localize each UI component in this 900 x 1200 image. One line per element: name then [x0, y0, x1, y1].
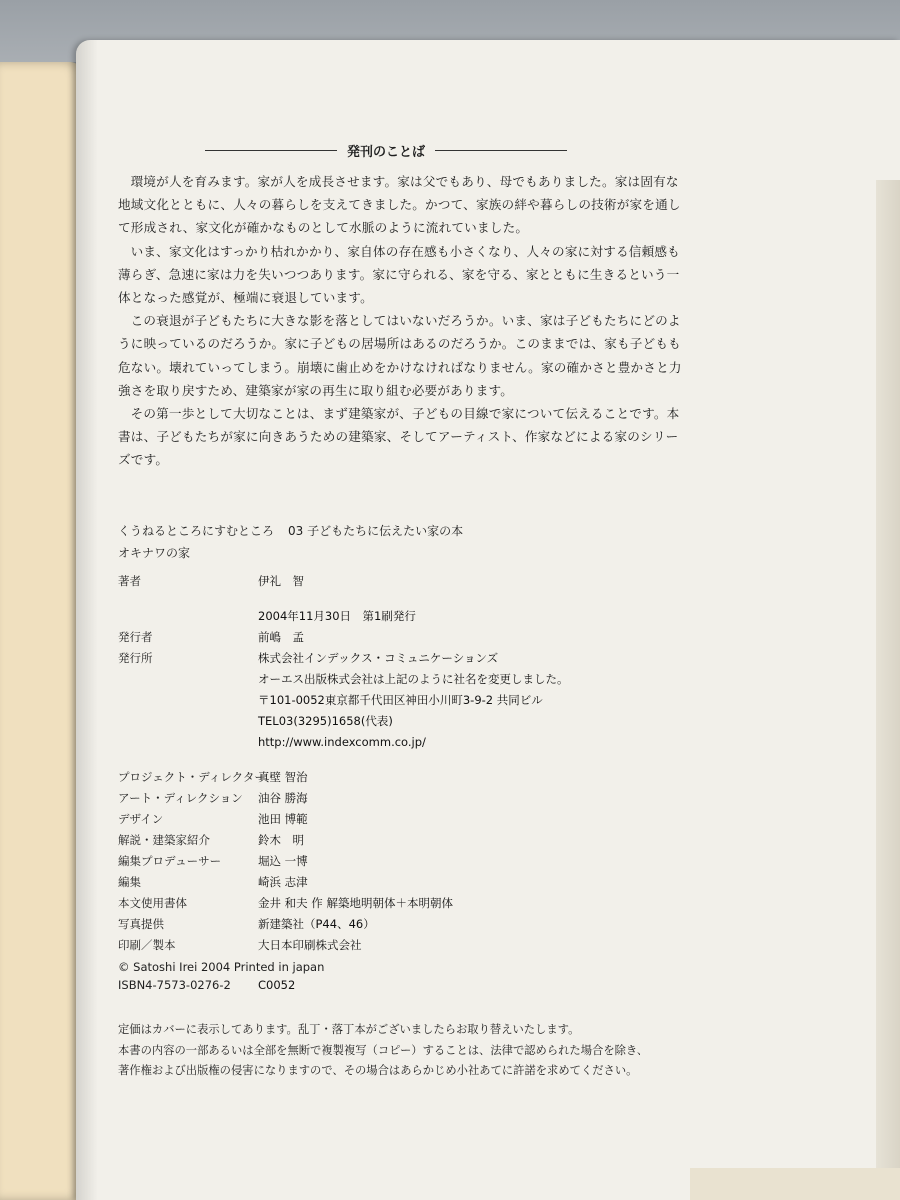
address: 〒101-0052東京都千代田区神田小川町3-9-2 共同ビル — [258, 692, 543, 707]
legal-notes — [118, 1020, 698, 1082]
credit-row — [118, 787, 718, 808]
copyright-block — [118, 958, 324, 994]
credit-row — [118, 808, 718, 829]
intro-paragraph: この衰退が子どもたちに大きな影を落としてはいないだろうか。いま、家は子どもたちにどのように映っているのだろうか。家に子どもの居場所はあるのだろうか。このままでは、家も子どもも危ない。壊れていってしまう。崩壊に歯止めをかけなければなりません。家の確かさと豊かさと力強さを取り戻すため、建築家が家の再生に取り組む必要があります。 — [118, 313, 682, 398]
credit-label: 本文使用書体 — [118, 895, 187, 910]
credits-list — [118, 766, 718, 955]
author-row — [118, 570, 718, 591]
credit-row — [118, 934, 718, 955]
credit-value: 鈴木 明 — [258, 832, 304, 847]
url-row — [118, 731, 718, 752]
intro-paragraph: その第一歩として大切なことは、まず建築家が、子どもの目線で家について伝えることです。本書は、子どもたちが家に向きあうための建築家、そしてアーティスト、作家などによる家のシリーズです。 — [118, 406, 680, 468]
isbn: ISBN4-7573-0276-2 — [118, 978, 231, 992]
book-title: オキナワの家 — [118, 546, 191, 560]
colophon — [118, 570, 718, 955]
publisher-person-value: 前嶋 孟 — [258, 629, 304, 644]
copyright: © Satoshi Irei 2004 Printed in japan — [118, 960, 325, 974]
tel-row — [118, 710, 718, 731]
credit-value: 池田 博範 — [258, 811, 308, 826]
publisher-company-label: 発行所 — [118, 650, 153, 665]
note-line: 定価はカバーに表示してあります。乱丁・落丁本がございましたらお取り替えいたします。 — [118, 1023, 580, 1036]
publication-date: 2004年11月30日 第1刷発行 — [258, 608, 416, 623]
heading-rule-right — [435, 150, 567, 151]
intro-paragraph: いま、家文化はすっかり枯れかかり、家自体の存在感も小さくなり、人々の家に対する信頼感も薄らぎ、急速に家は力を失いつつあります。家に守られる、家を守る、家とともに生きるという一体となった感覚が、極端に衰退しています。 — [118, 243, 680, 306]
section-heading — [205, 138, 567, 162]
credit-label: 印刷／製本 — [118, 937, 176, 952]
address-row — [118, 689, 718, 710]
series-number-title: 03 子どもたちに伝えたい家の本 — [288, 524, 464, 538]
credit-label: プロジェクト・ディレクター — [118, 769, 266, 784]
credit-label: 編集プロデューサー — [118, 853, 222, 868]
website-url: http://www.indexcomm.co.jp/ — [258, 734, 426, 749]
page-gutter-shadow — [76, 40, 98, 1200]
bottom-page-edge — [690, 1168, 900, 1200]
right-page-edge — [876, 180, 900, 1200]
publisher-note: オーエス出版株式会社は上記のように社名を変更しました。 — [258, 671, 569, 686]
publisher-note-row — [118, 668, 718, 689]
note-line: 本書の内容の一部あるいは全部を無断で複製複写（コピー）することは、法律で認められた場合を除き、 — [118, 1043, 649, 1057]
credit-value: 油谷 勝海 — [258, 790, 308, 805]
isbn-row — [118, 976, 324, 994]
intro-paragraph: 環境が人を育みます。家が人を成長させます。家は父でもあり、母でもありました。家は固有な地域文化とともに、人々の暮らしを支えてきました。かつて、家族の絆や暮らしの技術が家を通して形成され、家文化が確かなものとして水脈のように流れていました。 — [118, 174, 681, 236]
author-label: 著者 — [118, 573, 141, 588]
telephone: TEL03(3295)1658(代表) — [258, 713, 393, 728]
credit-value: 真壁 智治 — [258, 769, 308, 784]
series-line — [118, 520, 477, 542]
credit-value: 金井 和夫 作 解築地明朝体＋本明朝体 — [258, 895, 453, 910]
left-page-edge — [0, 62, 82, 1200]
credit-label: 写真提供 — [118, 916, 164, 931]
credit-row — [118, 766, 718, 787]
publisher-company-value: 株式会社インデックス・コミュニケーションズ — [258, 650, 499, 665]
credit-row — [118, 871, 718, 892]
credit-label: デザイン — [118, 811, 164, 826]
credit-label: 編集 — [118, 874, 141, 889]
credit-value: 新建築社（P44、46） — [258, 916, 375, 931]
credit-value: 堀込 一博 — [258, 853, 308, 868]
credit-row — [118, 850, 718, 871]
heading-rule-left — [205, 150, 337, 151]
credit-label: アート・ディレクション — [118, 790, 243, 805]
author-value: 伊礼 智 — [258, 573, 304, 588]
heading-text: 発刊のことば — [347, 144, 426, 160]
publisher-company-row — [118, 647, 718, 668]
date-row — [118, 605, 718, 626]
series-info — [118, 520, 477, 564]
intro-text — [118, 170, 688, 472]
credit-row — [118, 913, 718, 934]
publisher-person-label: 発行者 — [118, 629, 153, 644]
publisher-person-row — [118, 626, 718, 647]
credit-value: 大日本印刷株式会社 — [258, 937, 362, 952]
credit-row — [118, 829, 718, 850]
note-line: 著作権および出版権の侵害になりますので、その場合はあらかじめ小社あてに許諾を求めてください。 — [118, 1064, 638, 1077]
credit-label: 解説・建築家紹介 — [118, 832, 210, 847]
series-name: くうねるところにすむところ — [118, 524, 275, 538]
c-code: C0052 — [258, 978, 296, 992]
credit-value: 崎浜 志津 — [258, 874, 308, 889]
credit-row — [118, 892, 718, 913]
